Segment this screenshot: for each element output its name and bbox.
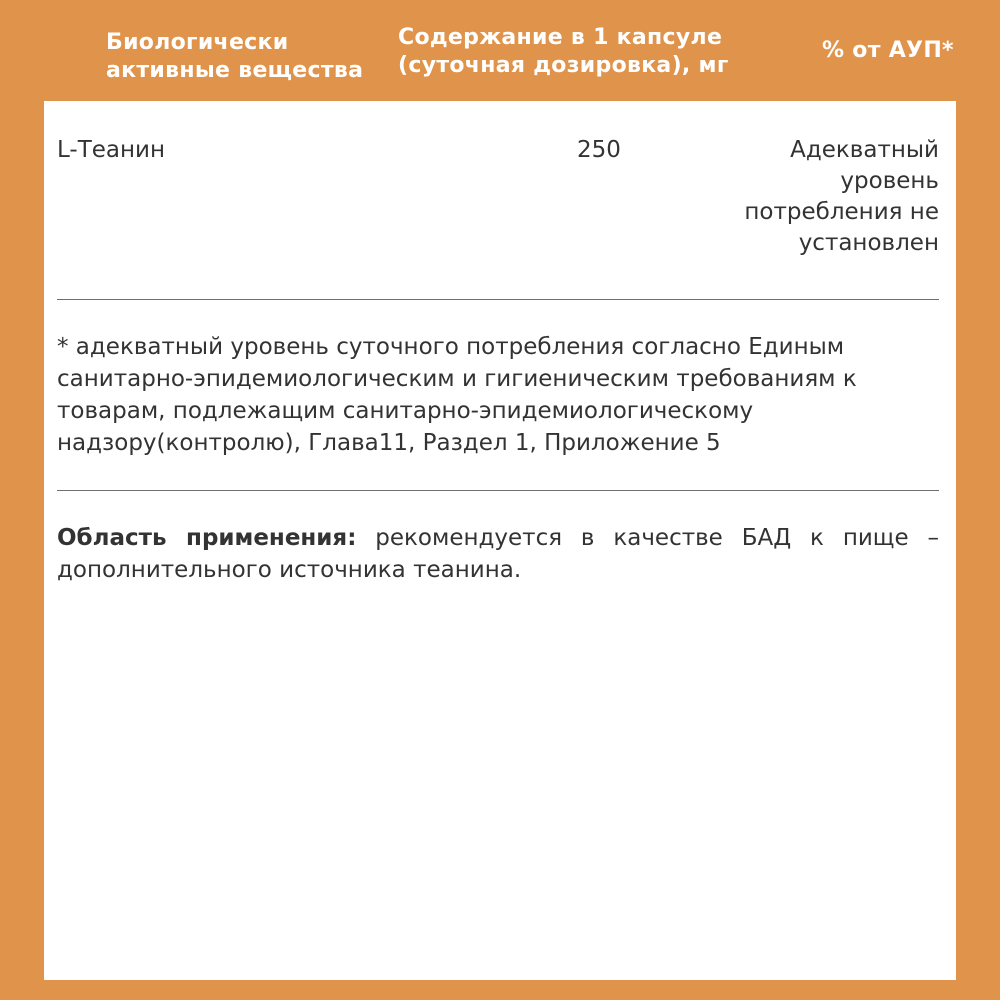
header-aup-label: % от АУП* — [822, 38, 954, 63]
application-text: рекомендуется в качестве БАД к пище – дополнительного источника теанина. — [57, 525, 939, 583]
substance-amount: 250 — [577, 137, 621, 163]
divider — [57, 299, 939, 300]
divider — [57, 490, 939, 491]
application-label: Область применения: — [57, 525, 357, 551]
header-content-label: Содержание в 1 капсуле (суточная дозировка), мг — [398, 25, 729, 78]
header-substances-label: Биологически активные вещества — [106, 30, 364, 83]
info-card — [44, 101, 956, 980]
substance-aup: Адекватный уровень потребления не установлен — [744, 137, 939, 256]
footnote: * адекватный уровень суточного потребления согласно Единым санитарно-эпидемиологическим и гигиеническим требованиям к товарам, подлежащим санитарно-эпидемиологическому надзору(контролю), Глава11, Раздел 1, Приложение 5 — [57, 334, 857, 456]
application-paragraph — [57, 522, 939, 586]
substance-name: L-Теанин — [57, 137, 166, 163]
